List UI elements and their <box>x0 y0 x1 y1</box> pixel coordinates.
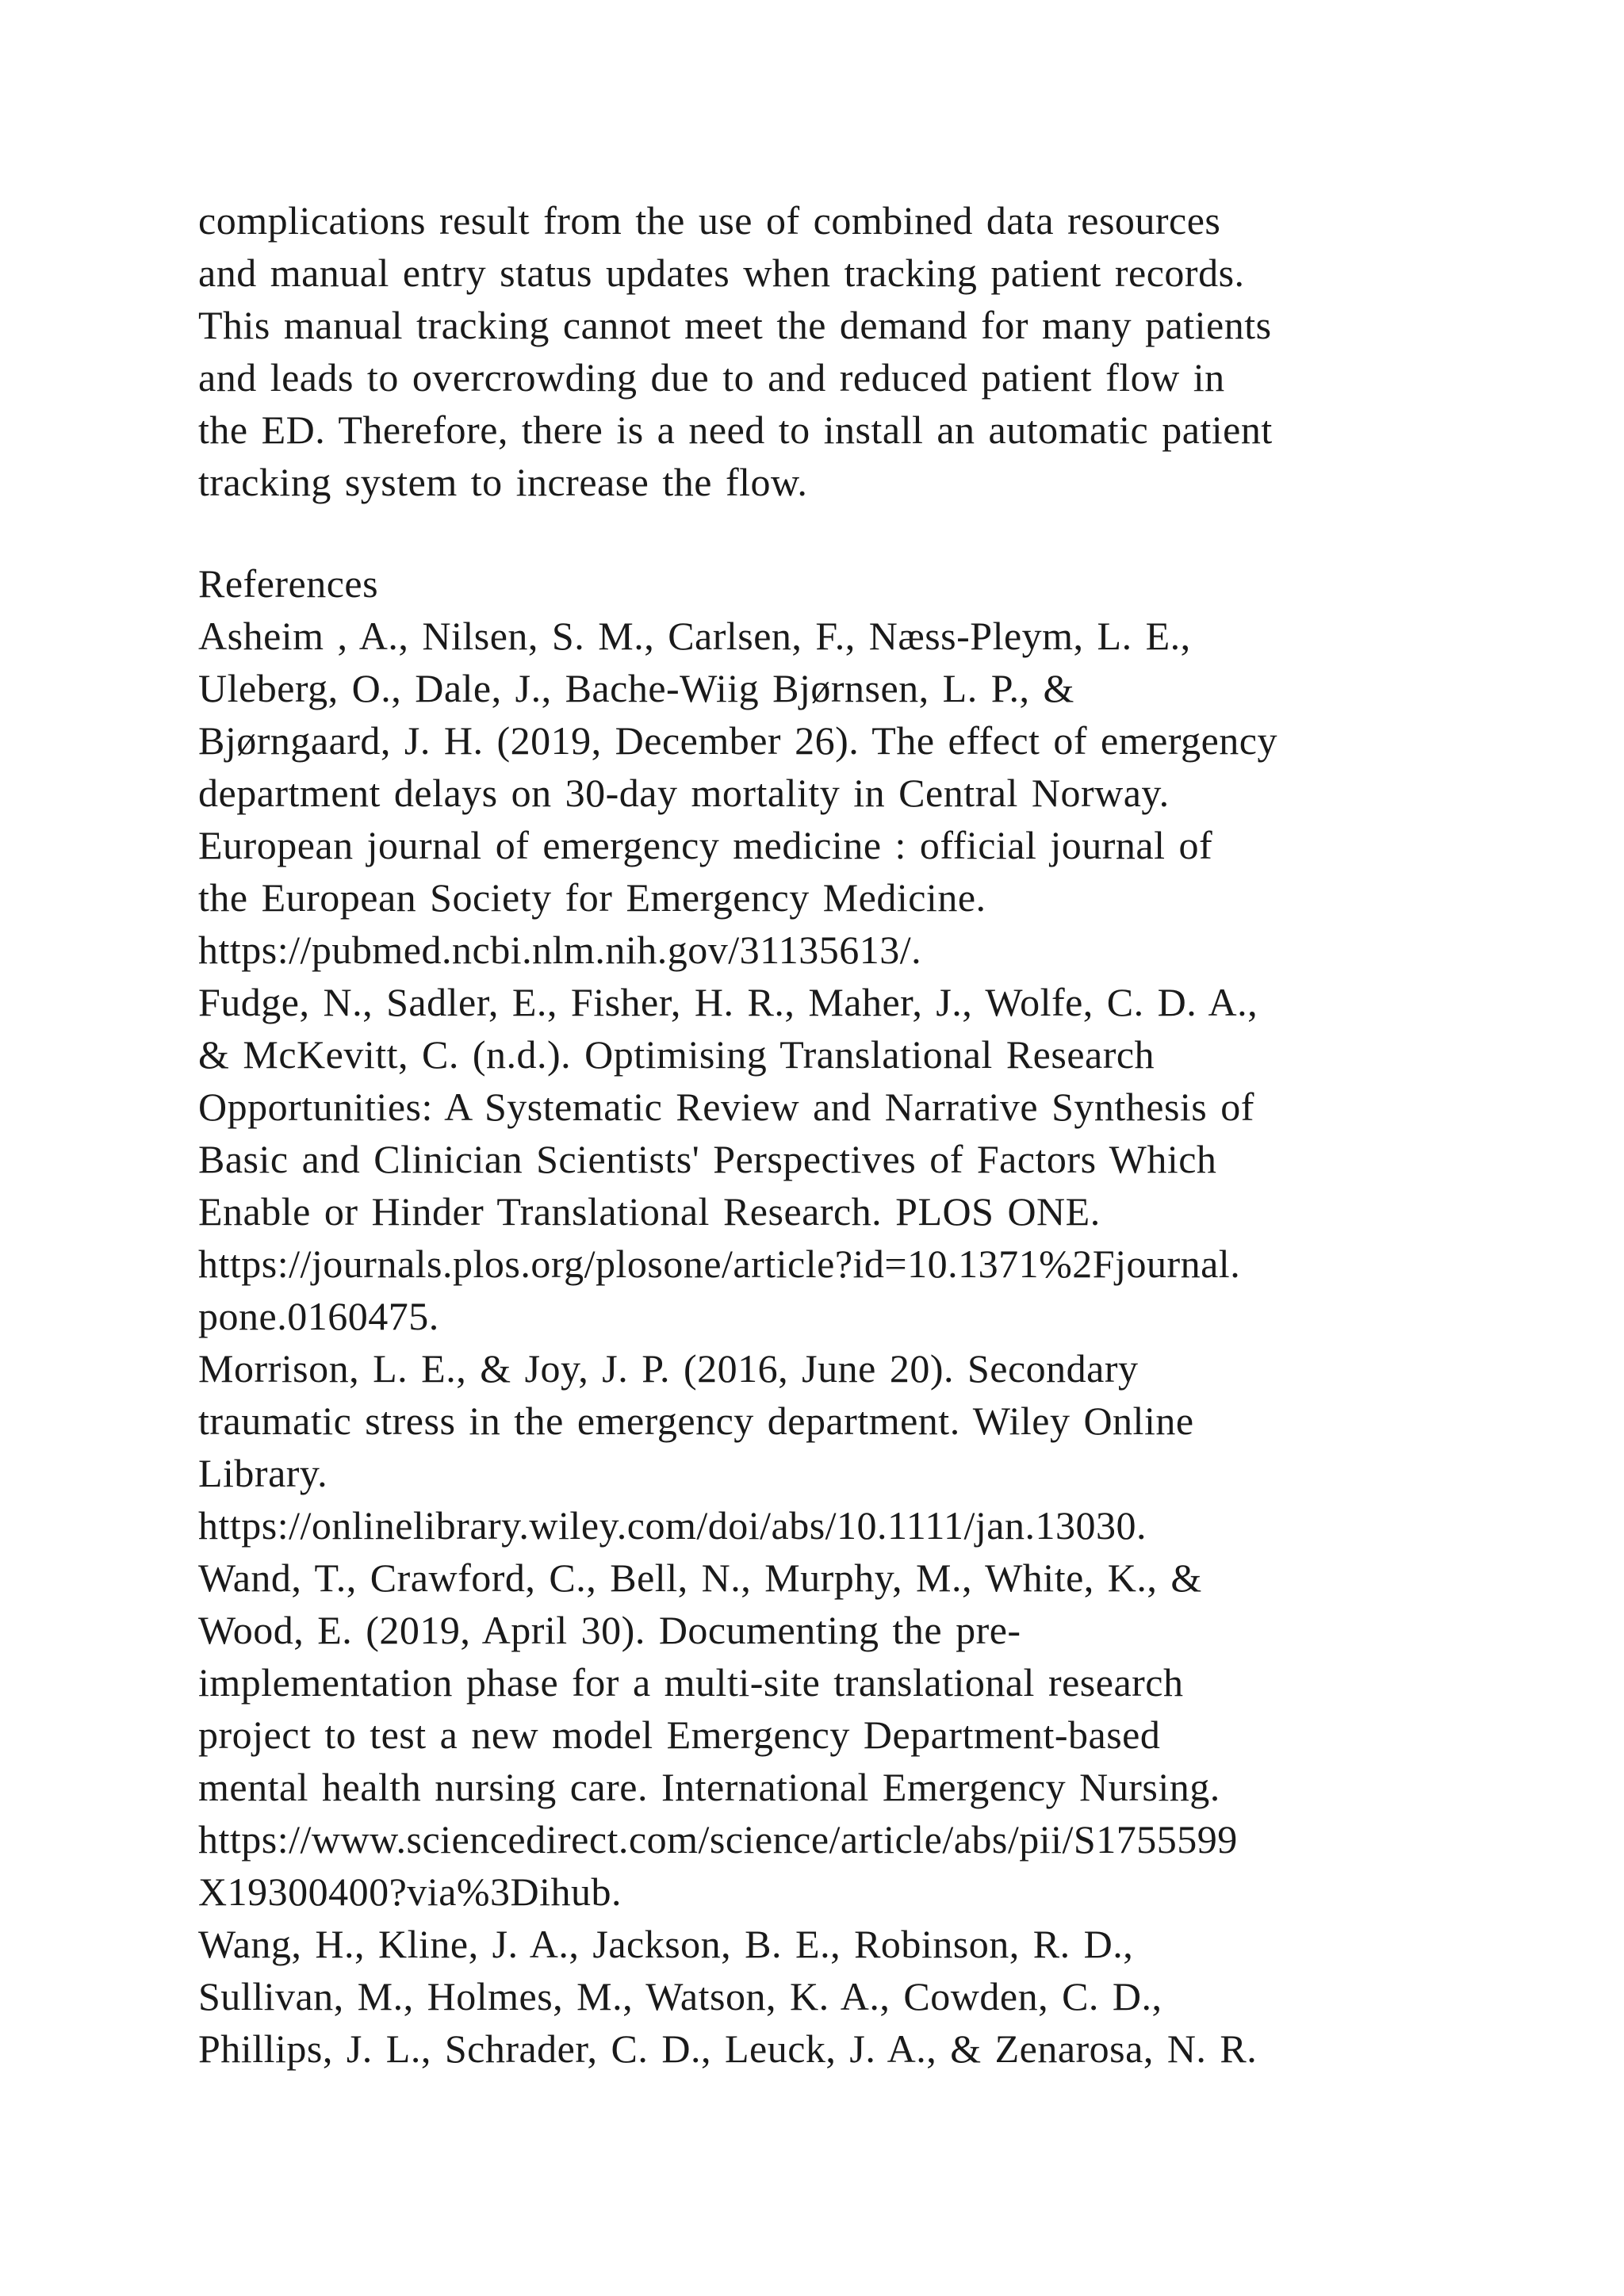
reference-line: Enable or Hinder Translational Research. PLOS ONE. <box>198 1189 1101 1234</box>
reference-line: Opportunities: A Systematic Review and Narrative Synthesis of <box>198 1085 1254 1129</box>
reference-line: European journal of emergency medicine : official journal of <box>198 823 1213 867</box>
reference-url: https://pubmed.ncbi.nlm.nih.gov/31135613/. <box>198 928 922 972</box>
reference-url: https://onlinelibrary.wiley.com/doi/abs/10.1111/jan.13030. <box>198 1503 1147 1548</box>
reference-url: https://www.sciencedirect.com/science/article/abs/pii/S1755599 <box>198 1817 1238 1862</box>
reference-line: implementation phase for a multi-site translational research <box>198 1660 1184 1705</box>
paragraph-line: complications result from the use of combined data resources <box>198 198 1221 243</box>
reference-line: Uleberg, O., Dale, J., Bache-Wiig Bjørnsen, L. P., & <box>198 666 1074 710</box>
reference-line: the European Society for Emergency Medicine. <box>198 875 986 920</box>
reference-line: Basic and Clinician Scientists' Perspectives of Factors Which <box>198 1137 1217 1181</box>
paragraph-line: and manual entry status updates when tracking patient records. <box>198 251 1245 295</box>
reference-line: project to test a new model Emergency Department-based <box>198 1712 1161 1757</box>
paragraph-line: tracking system to increase the flow. <box>198 460 808 504</box>
reference-line: Fudge, N., Sadler, E., Fisher, H. R., Maher, J., Wolfe, C. D. A., <box>198 980 1258 1024</box>
paragraph-line: This manual tracking cannot meet the demand for many patients <box>198 303 1272 347</box>
reference-line: Sullivan, M., Holmes, M., Watson, K. A., Cowden, C. D., <box>198 1974 1162 2019</box>
paragraph-line: the ED. Therefore, there is a need to install an automatic patient <box>198 408 1273 452</box>
document-page <box>198 194 1499 2075</box>
reference-line: Phillips, J. L., Schrader, C. D., Leuck, J. A., & Zenarosa, N. R. <box>198 2026 1258 2071</box>
reference-line: & McKevitt, C. (n.d.). Optimising Translational Research <box>198 1032 1155 1077</box>
paragraph-spacer <box>198 508 1499 557</box>
reference-line: Asheim , A., Nilsen, S. M., Carlsen, F., Næss-Pleym, L. E., <box>198 614 1191 658</box>
reference-line: Bjørngaard, J. H. (2019, December 26). The effect of emergency <box>198 718 1277 763</box>
reference-url: X19300400?via%3Dihub. <box>198 1869 622 1914</box>
reference-line: department delays on 30-day mortality in Central Norway. <box>198 771 1170 815</box>
reference-line: mental health nursing care. International Emergency Nursing. <box>198 1765 1220 1809</box>
paragraph-line: and leads to overcrowding due to and reduced patient flow in <box>198 355 1225 400</box>
references-list <box>198 610 1499 2075</box>
reference-line: Library. <box>198 1451 328 1495</box>
reference-url: pone.0160475. <box>198 1294 439 1338</box>
reference-url: https://journals.plos.org/plosone/article?id=10.1371%2Fjournal. <box>198 1242 1241 1286</box>
reference-line: traumatic stress in the emergency department. Wiley Online <box>198 1399 1194 1443</box>
reference-line: Wood, E. (2019, April 30). Documenting the pre- <box>198 1608 1021 1652</box>
reference-line: Wang, H., Kline, J. A., Jackson, B. E., Robinson, R. D., <box>198 1922 1134 1966</box>
body-paragraph <box>198 194 1499 508</box>
references-heading: References <box>198 561 379 606</box>
reference-line: Wand, T., Crawford, C., Bell, N., Murphy, M., White, K., & <box>198 1556 1202 1600</box>
reference-line: Morrison, L. E., & Joy, J. P. (2016, June 20). Secondary <box>198 1346 1139 1391</box>
